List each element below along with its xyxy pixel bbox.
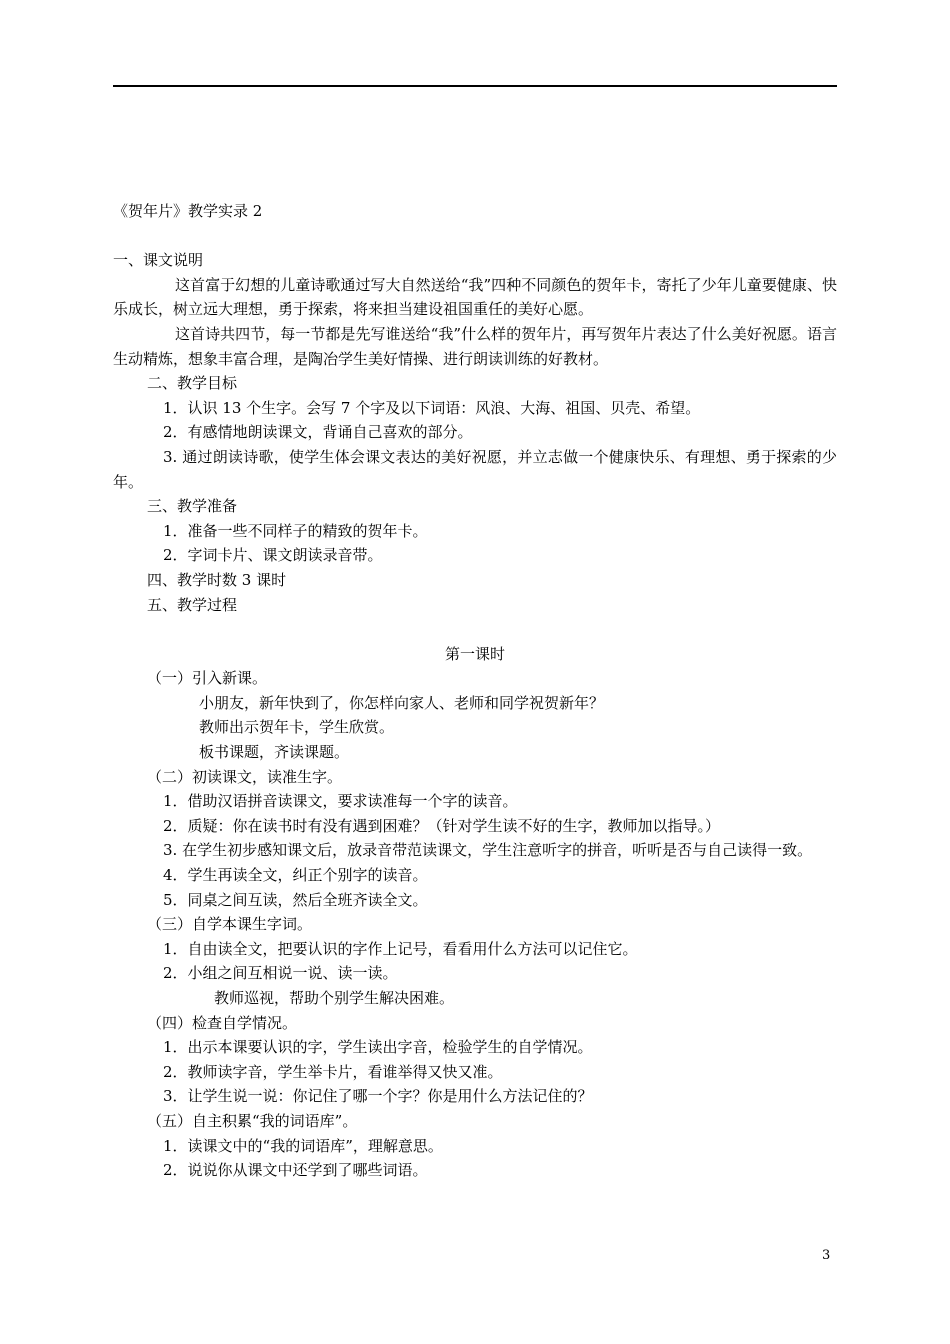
section-heading-preparation: 三、教学准备 [147,497,238,516]
list-item: 3．让学生说一说：你记住了哪一个字？你是用什么方法记住的？ [163,1087,593,1106]
list-item: 1．认识 13 个生字。会写 7 个字及以下词语：风浪、大海、祖国、贝壳、希望。 [163,398,701,417]
step-heading: （三）自学本课生字词。 [147,915,313,934]
list-item: 2．字词卡片、课文朗读录音带。 [163,546,383,565]
list-item: 教师出示贺年卡，学生欣赏。 [199,718,395,737]
document-body [113,199,837,1183]
step-heading: （五）自主积累“我的词语库”。 [147,1111,358,1130]
spacer [113,224,837,249]
step-heading: （二）初读课文，读准生字。 [147,767,343,786]
paragraph: 这首富于幻想的儿童诗歌通过写大自然送给“我”四种不同颜色的贺年卡，寄托了少年儿童要健康、快乐成长，树立远大理想，勇于探索，将来担当建设祖国重任的美好心愿。 [113,275,837,319]
list-item: 2．教师读字音，学生举卡片，看谁举得又快又准。 [163,1062,503,1081]
list-item: 1．借助汉语拼音读课文，要求读准每一个字的读音。 [163,792,518,811]
list-item: 小朋友，新年快到了，你怎样向家人、老师和同学祝贺新年？ [199,693,605,712]
list-item: 教师巡视，帮助个别学生解决困难。 [214,989,455,1007]
list-item: 2．小组之间互相说一说、读一读。 [163,964,398,983]
section-heading-goals: 二、教学目标 [147,374,238,393]
document-title: 《贺年片》教学实录 2 [113,202,263,220]
list-item: 3. 在学生初步感知课文后，放录音带范读课文，学生注意听字的拼音，听听是否与自己读得一致。 [163,841,813,860]
list-item: 4．学生再读全文，纠正个别字的读音。 [163,866,428,885]
step-heading: （一）引入新课。 [147,669,268,688]
list-item: 2．说说你从课文中还学到了哪些词语。 [163,1161,428,1180]
lesson-title: 第一课时 [444,644,505,663]
step-heading: （四）检查自学情况。 [147,1013,298,1032]
list-item: 板书课题，齐读课题。 [199,743,350,762]
list-item: 1．出示本课要认识的字，学生读出字音，检验学生的自学情况。 [163,1038,593,1057]
list-item: 1．准备一些不同样子的精致的贺年卡。 [163,521,428,540]
section-heading-process: 五、教学过程 [147,595,238,614]
list-item: 5．同桌之间互读，然后全班齐读全文。 [163,890,428,909]
list-item: 2．有感情地朗读课文，背诵自己喜欢的部分。 [163,423,473,442]
list-item: 1．读课文中的“我的词语库”，理解意思。 [163,1136,443,1155]
paragraph: 这首诗共四节，每一节都是先写谁送给“我”什么样的贺年片，再写贺年片表达了什么美好祝愿。语言生动精炼，想象丰富合理，是陶冶学生美好情操、进行朗读训练的好教材。 [113,324,837,368]
section-heading-hours: 四、教学时数 3 课时 [147,570,287,589]
list-item: 3. 通过朗读诗歌，使学生体会课文表达的美好祝愿，并立志做一个健康快乐、有理想、勇于探索的少年。 [113,447,837,491]
list-item: 1．自由读全文，把要认识的字作上记号，看看用什么方法可以记住它。 [163,939,638,958]
list-item: 2．质疑：你在读书时有没有遇到困难？（针对学生读不好的生字，教师加以指导。） [163,816,721,835]
page-number: 3 [822,1248,831,1263]
spacer [113,617,837,642]
section-heading-explanation: 一、课文说明 [113,251,204,270]
header-rule [113,85,837,87]
